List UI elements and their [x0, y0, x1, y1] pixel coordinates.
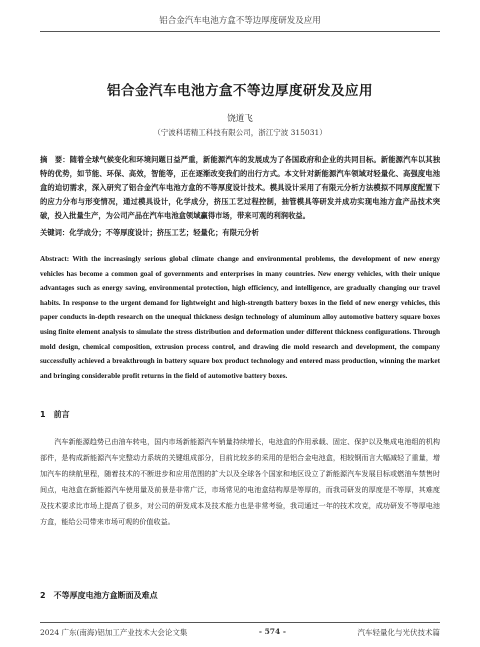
- cn-abstract-text: 随着全球气候变化和环境问题日益严重，新能源汽车的发展成为了各国政府和企业的共同目标。新能源汽车以其独特的优势，如节能、环保、高效，智能等，正在逐渐改变我们的出行方式。本文针对新能源汽车领域对轻量化、高强度电池盒的迫切需求，深入研究了铝合金汽车电池方盒的不等厚度设计技术。模具设计采用了有限元分析方法模拟不同厚度配置下的应力分布与形变情况，通过模具设计，化学成分，挤压工艺过程控制，抽管模具等研发并成功实现电池方盒产品技术突破，投入批量生产，为公司产品在汽车电池盒领域赢得市场，带来可观的利润收益。: [40, 155, 440, 220]
- cn-keywords: [40, 228, 440, 238]
- footer-proceedings: 2024 广东(南海)铝加工产业技术大会论文集: [40, 628, 188, 637]
- section-heading-2: 2 不等厚度电池方盒断面及难点: [40, 591, 158, 600]
- running-head: 铝合金汽车电池方盒不等边厚度研发及应用: [40, 14, 440, 32]
- paper-title: 铝合金汽车电池方盒不等边厚度研发及应用: [107, 83, 373, 99]
- page-number: - 574 -: [258, 627, 286, 636]
- cn-abstract-label: 摘 要：: [40, 155, 70, 164]
- en-abstract-label: Abstract:: [40, 255, 70, 263]
- affiliation: （宁波科诺精工科技有限公司，浙江宁波 315031）: [153, 128, 327, 137]
- en-abstract: [40, 252, 440, 383]
- section-1-paragraph: 汽车新能源趋势已由油车转电，国内市场新能源汽车销量持续增长，电池盒的作用承载、固定、保护以及集成电池组的机构部件，是构成新能源汽车完整动力系统的关键组成部分，目前比较多的采用的是铝合金电池盒，相较钢而言大幅减轻了重量，增加汽车的续航里程，随着技术的不断进步和应用范围的扩大以及全球各个国家和地区设立了新能源汽车发展目标或燃油车禁售时间点，电池盒在新能源汽车使用量及前景是非常广泛，市场常见的电池盒结构厚是等厚的，而我司研发的厚度是不等厚，其难度及技术要求比市场上提高了很多，对公司的研发成本及技术能力也是非常考验，我司通过一年的技术攻克，成功研发不等厚电池方盒，能给公司带来市场可观的价值收益。: [40, 437, 440, 526]
- cn-abstract: [40, 153, 440, 223]
- en-abstract-text: With the increasingly serious global climate change and environmental problems, the development of new energy vehicles has become a common goal of governments and enterprises in many countries. New energy vehicles, with their unique advantages such as energy saving, environmental protection, high efficiency, and intelligence, are gradually changing our travel habits. In response to the urgent demand for lightweight and high-strength battery boxes in the field of new energy vehicles, this paper conducts in-depth research on the unequal thickness design technology of aluminum alloy automotive battery square boxes using finite element analysis to simulate the stress distribution and deformation under different thickness configurations. Through mold design, chemical composition, extrusion process control, and drawing die mold research and development, the company successfully achieved a breakthrough in battery square box product technology and entered mass production, winning the market and bringing considerable profit returns in the field of automotive battery boxes.: [40, 255, 441, 380]
- author: 饶道飞: [227, 114, 253, 124]
- section-heading-1: 1 前言: [40, 410, 70, 419]
- cn-keywords-label: 关键词：: [40, 228, 70, 237]
- page-footer: [40, 622, 440, 638]
- footer-section: 汽车轻量化与光伏技术篇: [357, 628, 440, 637]
- cn-keywords-text: 化学成分；不等厚度设计；挤压工艺；轻量化；有限元分析: [69, 228, 259, 237]
